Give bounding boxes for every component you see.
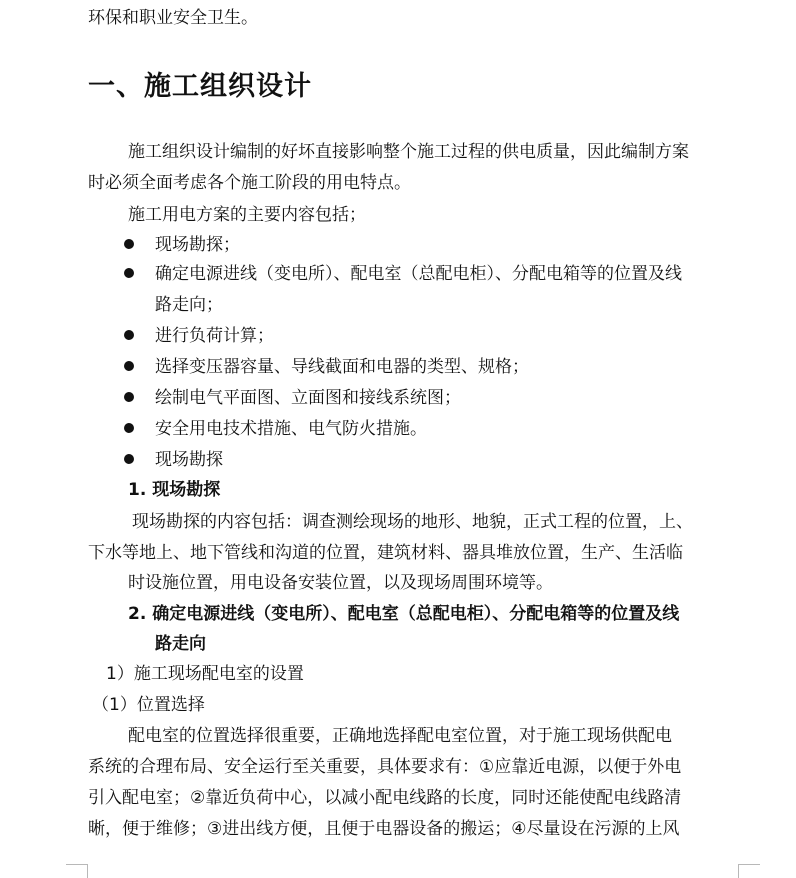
subsection-title-2: 2. 确定电源进线（变电所）、配电室（总配电柜）、分配电箱等的位置及线: [128, 604, 680, 624]
margin-corner-mark-right: [738, 864, 760, 865]
bullet-item: 选择变压器容量、导线截面和电器的类型、规格；: [155, 357, 529, 377]
content-intro-line: 施工用电方案的主要内容包括；: [128, 205, 366, 225]
margin-corner-mark-left: [66, 864, 88, 865]
bullet-item: 现场勘探；: [155, 235, 240, 255]
bullet-dot-icon: [124, 423, 134, 433]
subsection-1-line-2: 下水等地上、地下管线和沟道的位置，建筑材料、器具堆放位置，生产、生活临: [88, 543, 683, 563]
bullet-dot-icon: [124, 330, 134, 340]
subsection-1-line-3: 时设施位置，用电设备安装位置，以及现场周围环境等。: [128, 573, 553, 593]
subsection-title-1: 1. 现场勘探: [128, 480, 221, 500]
bullet-item: 现场勘探: [155, 450, 223, 470]
section-heading: 一、施工组织设计: [88, 71, 312, 102]
bullet-dot-icon: [124, 454, 134, 464]
bullet-item: 绘制电气平面图、立面图和接线系统图；: [155, 388, 461, 408]
paragraph-line-1: 配电室的位置选择很重要，正确地选择配电室位置，对于施工现场供配电: [128, 726, 672, 746]
bullet-dot-icon: [124, 392, 134, 402]
intro-paragraph-line-2: 时必须全面考虑各个施工阶段的用电特点。: [88, 173, 411, 193]
bullet-item: 进行负荷计算；: [155, 326, 274, 346]
bullet-dot-icon: [124, 268, 134, 278]
top-text-line: 环保和职业安全卫生。: [88, 8, 258, 28]
subsection-title-2-continuation: 路走向: [155, 634, 206, 654]
paragraph-line-4: 晰，便于维修；③进出线方便，且便于电器设备的搬运；④尽量设在污源的上风: [88, 819, 680, 839]
sub-heading-1: 1）施工现场配电室的设置: [106, 664, 304, 684]
bullet-item-continuation: 路走向；: [155, 295, 223, 315]
margin-corner-mark-right-vertical: [738, 864, 739, 878]
bullet-item: 确定电源进线（变电所）、配电室（总配电柜）、分配电箱等的位置及线: [155, 264, 682, 284]
paragraph-line-2: 系统的合理布局、安全运行至关重要，具体要求有：①应靠近电源，以便于外电: [88, 757, 682, 777]
sub-heading-2: （1）位置选择: [92, 695, 205, 715]
bullet-dot-icon: [124, 361, 134, 371]
intro-paragraph-line-1: 施工组织设计编制的好坏直接影响整个施工过程的供电质量，因此编制方案: [128, 142, 689, 162]
paragraph-line-3: 引入配电室；②靠近负荷中心，以减小配电线路的长度，同时还能使配电线路清: [88, 788, 682, 808]
bullet-item: 安全用电技术措施、电气防火措施。: [155, 419, 427, 439]
margin-corner-mark-left-vertical: [87, 864, 88, 878]
subsection-1-line-1: 现场勘探的内容包括：调查测绘现场的地形、地貌，正式工程的位置，上、: [132, 512, 693, 532]
bullet-dot-icon: [124, 239, 134, 249]
